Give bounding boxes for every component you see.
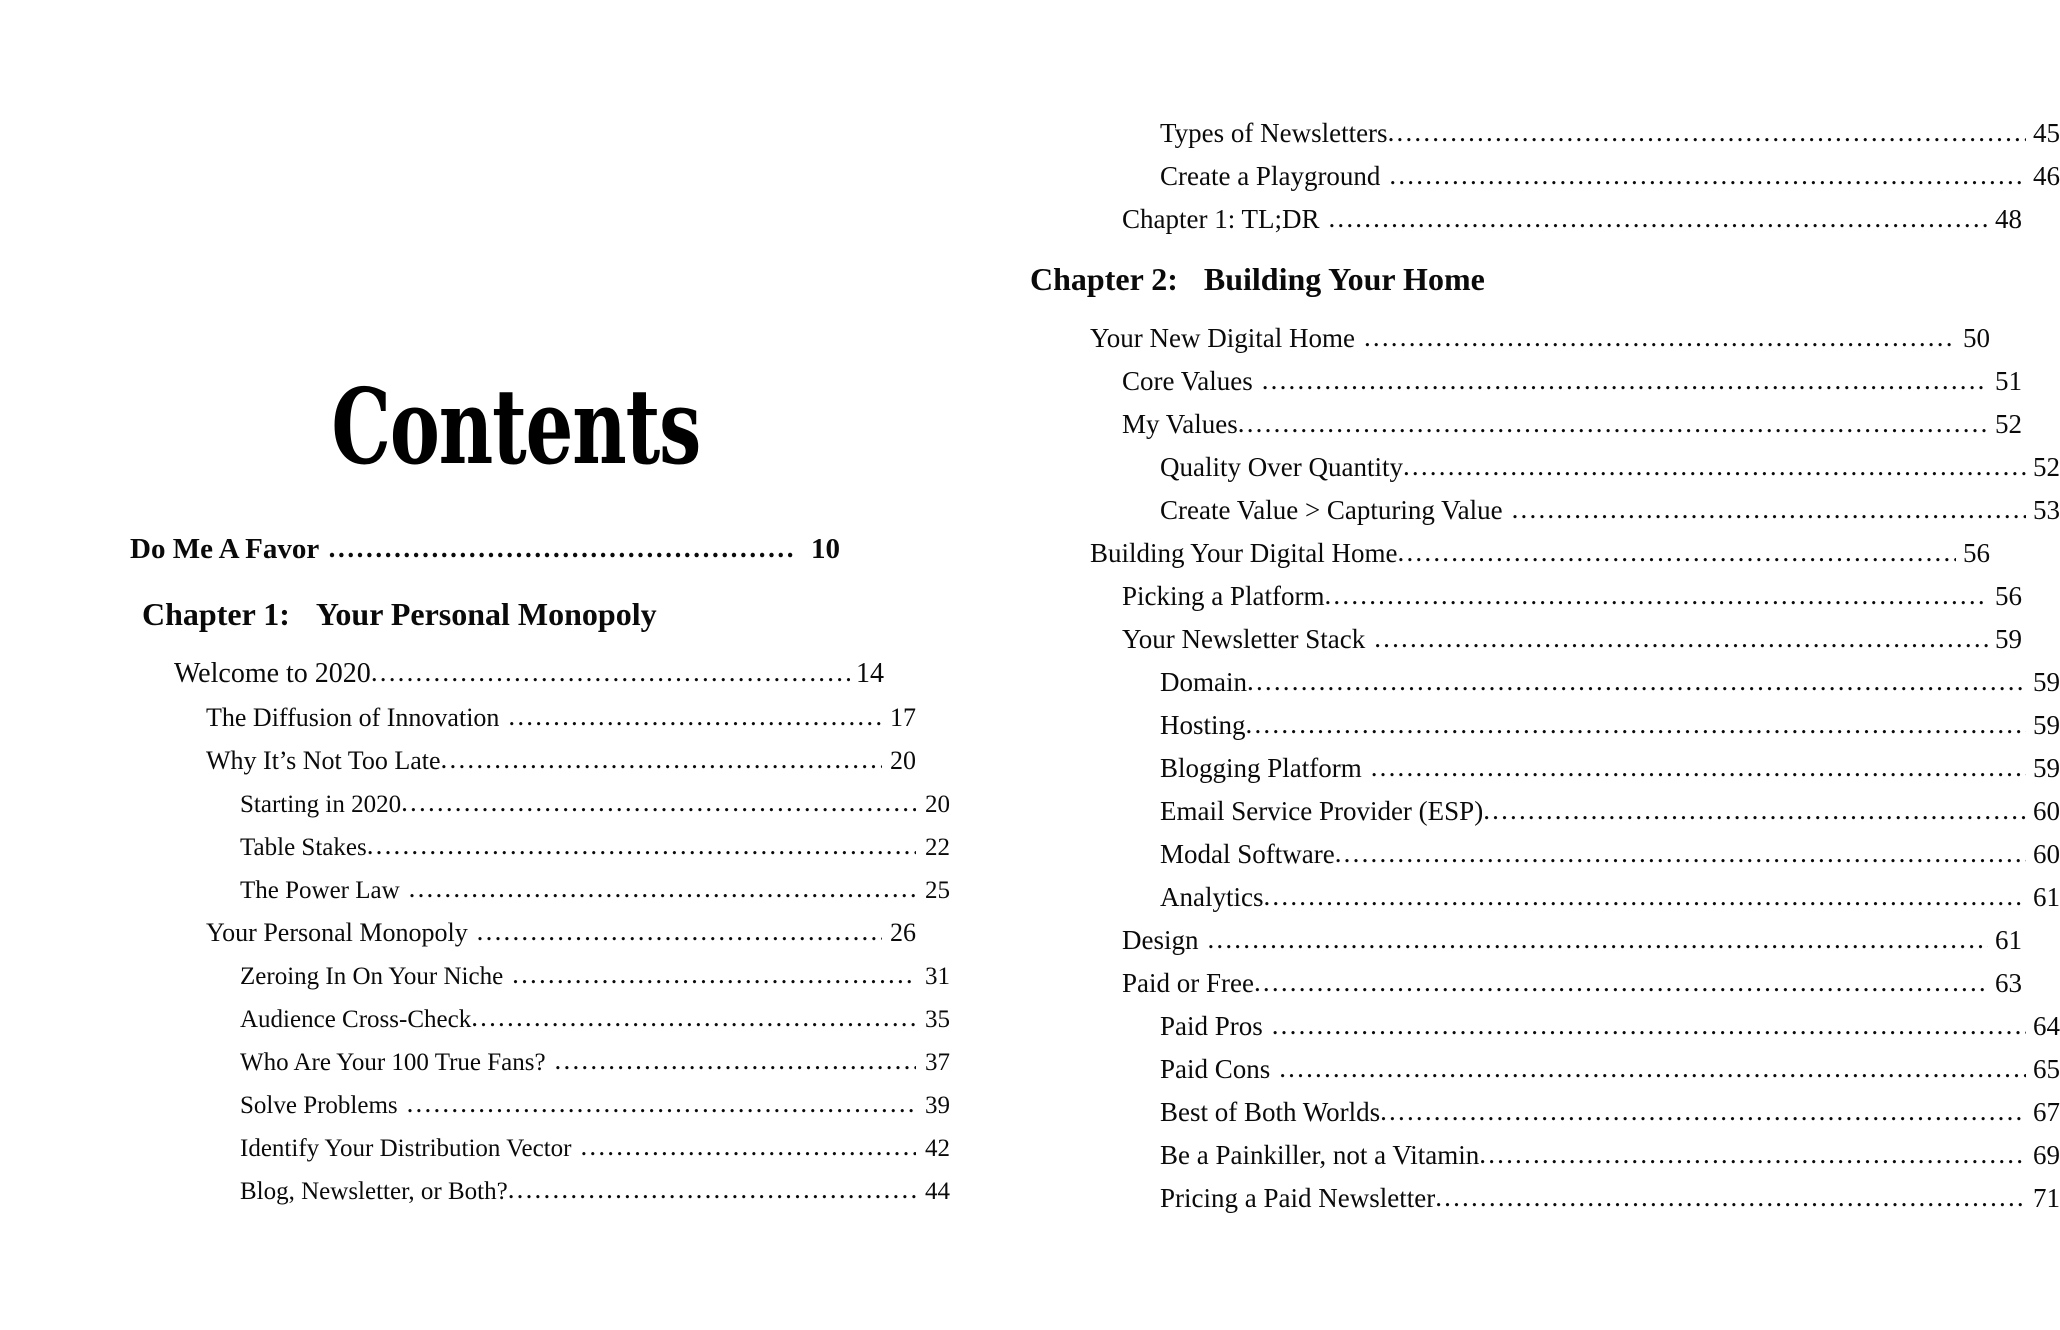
toc-entry-label: Starting in 2020 — [240, 791, 402, 818]
toc-entry-modal-software[interactable] — [1160, 841, 2060, 868]
toc-entry-label: The Diffusion of Innovation — [206, 703, 500, 732]
right-page — [1030, 0, 2060, 1330]
toc-dot-leader — [400, 875, 916, 902]
toc-entry-label: Pricing a Paid Newsletter — [1160, 1183, 1436, 1213]
toc-entry-page-number: 48 — [1995, 204, 2022, 234]
toc-dot-leader — [1263, 883, 2026, 910]
toc-list-left — [130, 533, 950, 1220]
toc-entry-label: Picking a Platform — [1122, 581, 1325, 611]
toc-entry-welcome-to-2020[interactable] — [174, 660, 884, 688]
toc-entry-page-number: 56 — [1963, 538, 1990, 568]
toc-entry-label: Paid or Free — [1122, 968, 1254, 998]
toc-entry-page-number: 22 — [925, 834, 950, 861]
toc-entry-table-stakes[interactable] — [240, 833, 950, 860]
toc-entry-building-your-digital-home[interactable] — [1090, 540, 1990, 567]
chapter-title: Your Personal Monopoly — [315, 596, 657, 632]
toc-entry-page-number: 59 — [1995, 624, 2022, 654]
chapter-number-label: Chapter 1: — [142, 596, 290, 632]
toc-entry-starting-in-2020[interactable] — [240, 790, 950, 817]
toc-entry-label: Best of Both Worlds — [1160, 1097, 1381, 1127]
toc-entry-page-number: 14 — [856, 658, 884, 689]
toc-entry-core-values[interactable] — [1122, 368, 2022, 395]
toc-entry-my-values[interactable] — [1122, 411, 2022, 438]
toc-entry-page-number: 60 — [2033, 839, 2060, 869]
toc-entry-page-number: 51 — [1995, 366, 2022, 396]
toc-entry-page-number: 61 — [1995, 925, 2022, 955]
toc-entry-picking-a-platform[interactable] — [1122, 583, 2022, 610]
toc-dot-leader — [546, 1047, 916, 1074]
toc-entry-page-number: 20 — [925, 791, 950, 818]
toc-entry-page-number: 56 — [1995, 581, 2022, 611]
toc-dot-leader — [571, 1133, 916, 1160]
toc-entry-page-number: 37 — [925, 1049, 950, 1076]
chapter-number-label: Chapter 2: — [1030, 261, 1178, 297]
toc-entry-label: Quality Over Quantity — [1160, 452, 1403, 482]
toc-entry-label: Your Newsletter Stack — [1122, 624, 1366, 654]
toc-dot-leader — [371, 659, 850, 686]
toc-entry-blogging-platform[interactable] — [1160, 755, 2060, 782]
toc-entry-page-number: 39 — [925, 1092, 950, 1119]
toc-entry-page-number: 64 — [2033, 1011, 2060, 1041]
toc-entry-page-number: 52 — [1995, 409, 2022, 439]
toc-dot-leader — [441, 746, 882, 773]
toc-dot-leader — [499, 703, 882, 730]
toc-entry-label: Building Your Digital Home — [1090, 538, 1398, 568]
toc-entry-page-number: 63 — [1995, 968, 2022, 998]
toc-dot-leader — [468, 918, 882, 945]
toc-entry-label: Email Service Provider (ESP) — [1160, 796, 1484, 826]
toc-entry-label: Analytics — [1160, 882, 1264, 912]
page-title: Contents — [331, 365, 700, 488]
toc-chapter-heading-building-your-home[interactable] — [1030, 263, 1930, 295]
toc-entry-domain[interactable] — [1160, 669, 2060, 696]
toc-entry-zeroing-in-on-your-niche[interactable] — [240, 962, 950, 989]
toc-entry-label: Audience Cross-Check — [240, 1006, 472, 1033]
toc-entry-label: Your Personal Monopoly — [206, 918, 468, 947]
toc-dot-leader — [1199, 926, 1989, 953]
toc-entry-page-number: 35 — [925, 1006, 950, 1033]
page-title-wrap — [0, 365, 700, 488]
toc-entry-label: Identify Your Distribution Vector — [240, 1135, 572, 1162]
toc-dot-leader — [1388, 119, 2026, 146]
toc-entry-solve-problems[interactable] — [240, 1091, 950, 1118]
toc-entry-label: The Power Law — [240, 877, 400, 904]
toc-entry-label: Domain — [1160, 667, 1247, 697]
toc-entry-blog-newsletter-or-both[interactable] — [240, 1177, 950, 1204]
toc-entry-page-number: 26 — [890, 918, 916, 947]
toc-dot-leader — [1246, 711, 2026, 738]
toc-entry-page-number: 44 — [925, 1178, 950, 1205]
toc-dot-leader — [1365, 625, 1988, 652]
toc-entry-label: Table Stakes — [240, 834, 367, 861]
toc-dot-leader — [1324, 582, 1988, 609]
toc-dot-leader — [1335, 840, 2026, 867]
toc-entry-who-are-your-100-true-fans[interactable] — [240, 1048, 950, 1075]
toc-chapter-heading-your-personal-monopoly[interactable] — [142, 598, 840, 630]
toc-entry-label: Blogging Platform — [1160, 753, 1362, 783]
toc-dot-leader — [471, 1004, 916, 1031]
toc-entry-pricing-a-paid-newsletter[interactable] — [1160, 1185, 2060, 1212]
toc-entry-label: Do Me A Favor — [130, 533, 320, 565]
toc-entry-design[interactable] — [1122, 927, 2022, 954]
toc-entry-page-number: 59 — [2033, 753, 2060, 783]
toc-dot-leader — [1254, 969, 1988, 996]
toc-entry-hosting[interactable] — [1160, 712, 2060, 739]
toc-dot-leader — [1319, 205, 1988, 232]
toc-dot-leader — [1355, 324, 1956, 351]
toc-entry-page-number: 17 — [890, 703, 916, 732]
toc-entry-paid-cons[interactable] — [1160, 1056, 2060, 1083]
toc-entry-page-number: 59 — [2033, 710, 2060, 740]
toc-entry-label: Design — [1122, 925, 1199, 955]
toc-entry-label: Paid Pros — [1160, 1011, 1263, 1041]
toc-dot-leader — [1263, 1012, 2026, 1039]
toc-entry-label: Hosting — [1160, 710, 1246, 740]
toc-entry-page-number: 71 — [2033, 1183, 2060, 1213]
toc-dot-leader — [1479, 1141, 2026, 1168]
toc-dot-leader — [398, 1090, 916, 1117]
toc-entry-page-number: 53 — [2033, 495, 2060, 525]
toc-entry-label: Zeroing In On Your Niche — [240, 963, 504, 990]
toc-dot-leader — [1380, 1098, 2026, 1125]
toc-dot-leader — [508, 1176, 916, 1203]
toc-entry-be-a-painkiller-not-a-vitamin[interactable] — [1160, 1142, 2060, 1169]
toc-entry-paid-pros[interactable] — [1160, 1013, 2060, 1040]
toc-entry-do-me-a-favor[interactable] — [130, 535, 840, 564]
toc-entry-analytics[interactable] — [1160, 884, 2060, 911]
toc-dot-leader — [1380, 162, 2026, 189]
toc-entry-page-number: 42 — [925, 1135, 950, 1162]
chapter-title: Building Your Home — [1203, 261, 1485, 297]
toc-entry-create-a-playground[interactable] — [1160, 163, 2060, 190]
toc-dot-leader — [503, 961, 916, 988]
toc-dot-leader — [1503, 496, 2026, 523]
toc-entry-page-number: 67 — [2033, 1097, 2060, 1127]
toc-entry-page-number: 59 — [2033, 667, 2060, 697]
toc-entry-page-number: 50 — [1963, 323, 1990, 353]
toc-dot-leader — [1362, 754, 2026, 781]
toc-entry-your-newsletter-stack[interactable] — [1122, 626, 2022, 653]
toc-dot-leader — [319, 535, 796, 562]
toc-dot-leader — [1483, 797, 2026, 824]
toc-entry-label: Be a Painkiller, not a Vitamin — [1160, 1140, 1480, 1170]
toc-entry-label: Your New Digital Home — [1090, 323, 1355, 353]
toc-entry-your-personal-monopoly[interactable] — [206, 919, 916, 946]
toc-entry-page-number: 69 — [2033, 1140, 2060, 1170]
toc-entry-the-power-law[interactable] — [240, 876, 950, 903]
toc-entry-label: Blog, Newsletter, or Both? — [240, 1178, 508, 1205]
toc-list-right — [1030, 118, 2060, 1228]
toc-entry-audience-cross-check[interactable] — [240, 1005, 950, 1032]
toc-entry-label: Modal Software — [1160, 839, 1335, 869]
toc-entry-quality-over-quantity[interactable] — [1160, 454, 2060, 481]
toc-entry-types-of-newsletters[interactable] — [1160, 120, 2060, 147]
toc-dot-leader — [1238, 410, 1988, 437]
toc-entry-page-number: 65 — [2033, 1054, 2060, 1084]
toc-dot-leader — [1403, 453, 2026, 480]
toc-entry-label: My Values — [1122, 409, 1238, 439]
toc-dot-leader — [1270, 1055, 2026, 1082]
toc-entry-page-number: 31 — [925, 963, 950, 990]
toc-entry-chapter-1-tl-dr[interactable] — [1122, 206, 2022, 233]
toc-entry-create-value-capturing-value[interactable] — [1160, 497, 2060, 524]
toc-dot-leader — [367, 832, 916, 859]
toc-dot-leader — [1253, 367, 1988, 394]
toc-dot-leader — [1435, 1184, 2026, 1211]
toc-entry-page-number: 61 — [2033, 882, 2060, 912]
toc-dot-leader — [401, 789, 916, 816]
toc-entry-why-it-s-not-too-late[interactable] — [206, 747, 916, 774]
toc-dot-leader — [1247, 668, 2026, 695]
toc-entry-identify-your-distribution-vector[interactable] — [240, 1134, 950, 1161]
toc-entry-label: Paid Cons — [1160, 1054, 1271, 1084]
toc-entry-label: Why It’s Not Too Late — [206, 746, 441, 775]
toc-entry-page-number: 10 — [811, 533, 840, 565]
toc-entry-page-number: 20 — [890, 746, 916, 775]
toc-entry-label: Create Value > Capturing Value — [1160, 495, 1503, 525]
toc-entry-paid-or-free[interactable] — [1122, 970, 2022, 997]
toc-entry-label: Solve Problems — [240, 1092, 398, 1119]
toc-entry-email-service-provider-esp[interactable] — [1160, 798, 2060, 825]
toc-entry-label: Types of Newsletters — [1160, 118, 1388, 148]
toc-entry-label: Chapter 1: TL;DR — [1122, 204, 1320, 234]
toc-entry-your-new-digital-home[interactable] — [1090, 325, 1990, 352]
toc-entry-page-number: 45 — [2033, 118, 2060, 148]
toc-entry-label: Welcome to 2020 — [174, 658, 371, 689]
toc-entry-page-number: 46 — [2033, 161, 2060, 191]
toc-entry-page-number: 25 — [925, 877, 950, 904]
toc-dot-leader — [1398, 539, 1956, 566]
toc-entry-label: Create a Playground — [1160, 161, 1381, 191]
toc-entry-page-number: 60 — [2033, 796, 2060, 826]
toc-entry-label: Core Values — [1122, 366, 1253, 396]
toc-entry-page-number: 52 — [2033, 452, 2060, 482]
toc-entry-label: Who Are Your 100 True Fans? — [240, 1049, 546, 1076]
toc-entry-best-of-both-worlds[interactable] — [1160, 1099, 2060, 1126]
toc-entry-the-diffusion-of-innovation[interactable] — [206, 704, 916, 731]
